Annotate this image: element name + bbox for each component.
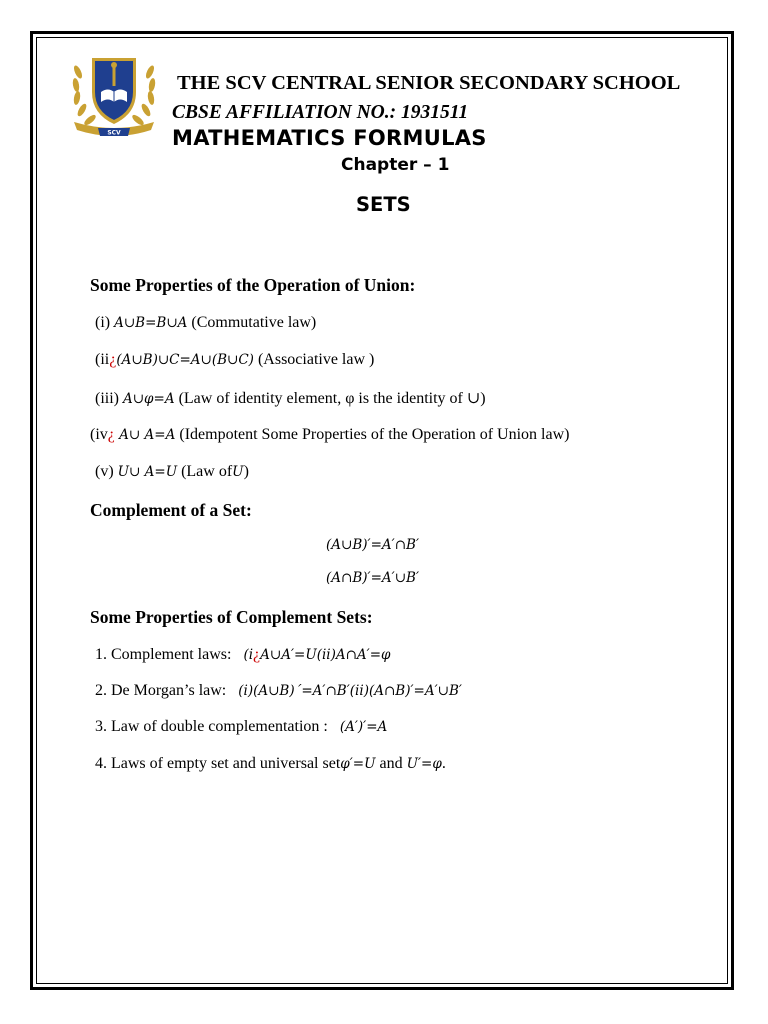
union-property-4 xyxy=(90,426,569,444)
complement-heading: Complement of a Set: xyxy=(90,500,252,520)
chapter-label: Chapter – 1 xyxy=(341,155,450,175)
render-error-mark: ¿ xyxy=(107,426,115,443)
complement-property-3 xyxy=(95,718,387,736)
item-label: 2. De Morgan’s law: xyxy=(95,682,239,699)
render-error-mark: ¿ xyxy=(109,351,117,368)
complement-property-2 xyxy=(95,682,462,700)
union-property-2 xyxy=(95,351,374,369)
affiliation-number: CBSE AFFILIATION NO.: 1931511 xyxy=(172,102,469,123)
item-text: (Associative law ) xyxy=(253,351,375,368)
item-prefix: (iv xyxy=(90,426,108,443)
math-expression: A∪φ=A xyxy=(123,391,175,407)
math-expression: A∪ A=A xyxy=(114,427,176,443)
math-expression: U′=φ xyxy=(406,756,442,772)
item-text: ) xyxy=(243,463,249,480)
union-property-3 xyxy=(95,388,486,408)
complement-property-4 xyxy=(95,755,446,773)
item-prefix: (iii) xyxy=(95,390,123,407)
item-label: 1. Complement laws: xyxy=(95,646,244,663)
math-expression: (i xyxy=(243,647,254,663)
item-text: (Law of identity element, φ is the identity of ∪) xyxy=(174,390,486,407)
item-text-before: (Law of xyxy=(177,463,233,480)
item-prefix: (ii xyxy=(95,351,110,368)
math-expression: (i)(A∪B)´=A′∩B′(ii)(A∩B)′=A′∪B′ xyxy=(238,683,462,699)
union-heading: Some Properties of the Operation of Union: xyxy=(90,275,416,295)
school-name: THE SCV CENTRAL SENIOR SECONDARY SCHOOL xyxy=(177,72,681,94)
union-property-5 xyxy=(95,463,249,481)
item-prefix: (v) xyxy=(95,463,118,480)
math-expression: (A∪B)∪C=A∪(B∪C) xyxy=(116,352,254,368)
item-text: (Commutative law) xyxy=(187,314,317,331)
math-expression: A∪B=B∪A xyxy=(114,315,188,331)
item-text: . xyxy=(441,755,446,772)
union-property-1 xyxy=(95,314,316,332)
school-logo xyxy=(68,52,160,142)
de-morgan-formula-2: (A∩B)′=A′∪B′ xyxy=(326,570,420,586)
math-expression: φ′=U xyxy=(340,756,376,772)
item-text: (Idempotent Some Properties of the Operation of Union law) xyxy=(175,426,570,443)
topic-title: SETS xyxy=(356,193,411,216)
complement-props-heading: Some Properties of Complement Sets: xyxy=(90,607,373,627)
render-error-mark: ¿ xyxy=(253,646,261,663)
math-expression: U∪ A=U xyxy=(117,464,178,480)
de-morgan-formula-1: (A∪B)′=A′∩B′ xyxy=(326,537,420,553)
item-label: 3. Law of double complementation : xyxy=(95,718,340,735)
math-expression: U xyxy=(232,464,244,480)
item-prefix: (i) xyxy=(95,314,115,331)
logo-banner-text: SCV xyxy=(107,129,121,137)
subject-title: MATHEMATICS FORMULAS xyxy=(172,126,487,150)
item-text: and xyxy=(375,755,407,772)
complement-property-1 xyxy=(95,646,391,664)
item-label: 4. Laws of empty set and universal set xyxy=(95,755,341,772)
math-expression: A∪A′=U(ii)A∩A′=φ xyxy=(260,647,391,663)
math-expression: (A′)′=A xyxy=(339,719,388,735)
